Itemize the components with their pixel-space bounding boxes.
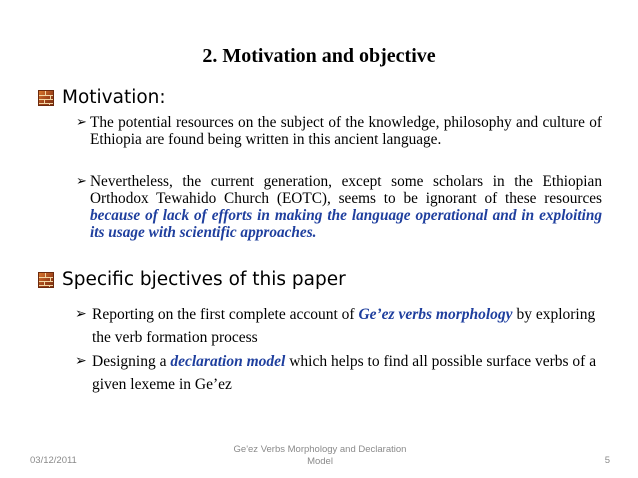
footer-date: 03/12/2011 (30, 455, 77, 466)
objective-bullet-1 (75, 303, 612, 349)
objective-bullet-1-emphasis: Ge’ez verbs morphology (358, 306, 513, 323)
footer-page-number: 5 (604, 455, 610, 466)
objectives-heading (38, 269, 346, 290)
objective-bullet-2-after: which helps to find all possible surface verbs of a given lexeme in Ge’ez (92, 353, 597, 393)
arrow-right-icon: ➢ (75, 353, 87, 369)
arrow-right-icon: ➢ (75, 306, 87, 322)
motivation-bullet-1 (76, 114, 602, 148)
motivation-bullet-1-text: The potential resources on the subject of the knowledge, philosophy and culture of Ethiopia are found being written in this ancient language. (90, 114, 602, 148)
objective-bullet-1-after: by exploring the verb formation process (92, 306, 596, 346)
slide-title: 2. Motivation and objective (202, 45, 436, 67)
motivation-bullet-2-text: Nevertheless, the current generation, except some scholars in the Ethiopian Orthodox Tewahido Church (EOTC), seems to be ignorant of these resources (90, 173, 602, 207)
motivation-heading (38, 87, 166, 108)
arrow-right-icon: ➢ (76, 115, 87, 130)
motivation-bullet-2-emphasis: because of lack of efforts in making the language operational and in exploiting its usage with scientific approaches. (90, 207, 602, 241)
brick-wall-icon (38, 90, 54, 106)
motivation-bullet-2 (76, 173, 602, 241)
objective-bullet-2-before: Designing a (92, 353, 171, 370)
objective-bullet-2-emphasis: declaration model (170, 353, 286, 370)
objective-bullet-1-before: Reporting on the first complete account of (92, 306, 359, 323)
footer-title: Ge'ez Verbs Morphology and Declaration Model (233, 444, 407, 467)
motivation-heading-text: Motivation: (62, 87, 166, 108)
brick-wall-icon (38, 272, 54, 288)
objective-bullet-2 (75, 350, 612, 396)
objectives-heading-text: Specific bjectives of this paper (62, 269, 346, 290)
arrow-right-icon: ➢ (76, 174, 87, 189)
